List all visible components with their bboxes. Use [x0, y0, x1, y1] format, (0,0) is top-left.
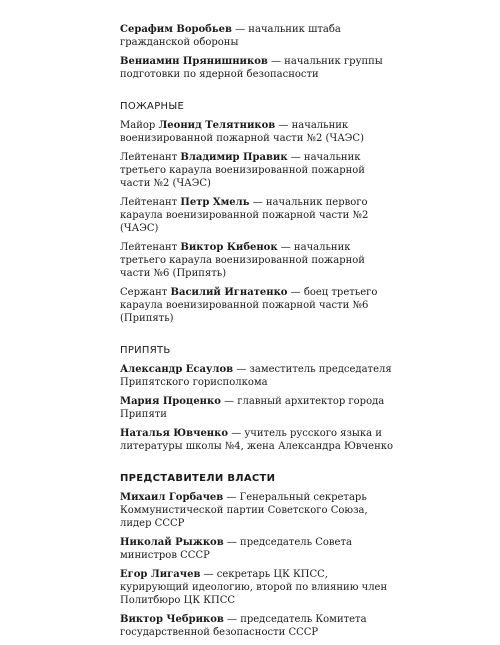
person-name: Владимир Правик [180, 152, 288, 163]
person-desc: — председатель Комитета государственной безопасности СССР [120, 614, 367, 638]
section-gap [120, 87, 394, 101]
entry [120, 151, 394, 190]
person-name: Наталья Ювченко [120, 428, 229, 439]
entry [120, 491, 394, 530]
person-name: Василий Игнатенко [170, 287, 288, 298]
entry [120, 55, 394, 81]
person-name: Мария Проценко [120, 396, 221, 407]
section-gap [120, 331, 394, 345]
entry [120, 427, 394, 453]
entry [120, 119, 394, 145]
section-government [120, 473, 394, 639]
entry [120, 613, 394, 639]
person-desc: — начальник третьего караула военизированной пожарной части №2 (ЧАЭС) [120, 152, 365, 189]
entry [120, 568, 394, 607]
person-name: Серафим Воробьев [120, 24, 232, 35]
section-pripyat [120, 345, 394, 453]
section-gap [120, 459, 394, 473]
entry [120, 286, 394, 325]
person-desc: — Генеральный секретарь Коммунистической партии Советского Союза, лидер СССР [120, 492, 368, 529]
person-name: Николай Рыжков [120, 537, 224, 548]
person-name: Михаил Горбачев [120, 492, 224, 503]
person-desc: — боец третьего караула военизированной пожарной части №6 (Припять) [120, 287, 378, 324]
person-rank: Лейтенант [120, 152, 181, 163]
person-desc: — учитель русского языка и литературы школы №4, жена Александра Ювченко [120, 428, 393, 452]
person-rank: Сержант [120, 287, 171, 298]
entry [120, 196, 394, 235]
section-firefighters [120, 101, 394, 325]
person-name: Егор Лигачев [120, 569, 201, 580]
person-desc: — секретарь ЦК КПСС, курирующий идеологию, второй по влиянию член Политбюро ЦК КПСС [120, 569, 388, 606]
person-name: Виктор Чебриков [120, 614, 224, 625]
person-desc: — начальник штаба гражданской обороны [120, 24, 341, 48]
entry [120, 241, 394, 280]
section-title: ПРИПЯТЬ [120, 345, 171, 356]
person-desc: — председатель Совета министров СССР [120, 537, 352, 561]
person-rank: Майор [120, 120, 159, 131]
person-rank: Лейтенант [120, 242, 181, 253]
person-name: Александр Есаулов [120, 364, 234, 375]
person-name: Виктор Кибенок [180, 242, 278, 253]
person-name: Леонид Телятников [158, 120, 276, 131]
person-name: Вениамин Прянишников [120, 56, 268, 67]
top-entries [120, 23, 394, 81]
person-desc: — начальник третьего караула военизированной пожарной части №6 (Припять) [120, 242, 365, 279]
entry [120, 23, 394, 49]
person-desc: — начальник группы подготовки по ядерной безопасности [120, 56, 383, 80]
person-desc: — главный архитектор города Припяти [120, 396, 385, 420]
person-name: Петр Хмель [180, 197, 250, 208]
entry [120, 395, 394, 421]
document-page [120, 23, 394, 645]
person-rank: Лейтенант [120, 197, 181, 208]
entry [120, 536, 394, 562]
section-title: ПРЕДСТАВИТЕЛИ ВЛАСТИ [120, 473, 276, 484]
entry [120, 363, 394, 389]
person-desc: — начальник военизированной пожарной части №2 (ЧАЭС) [120, 120, 364, 144]
person-desc: — заместитель председателя Припятского горисполкома [120, 364, 392, 388]
section-title: ПОЖАРНЫЕ [120, 101, 185, 112]
person-desc: — начальник первого караула военизированной пожарной части №2 (ЧАЭС) [120, 197, 369, 234]
